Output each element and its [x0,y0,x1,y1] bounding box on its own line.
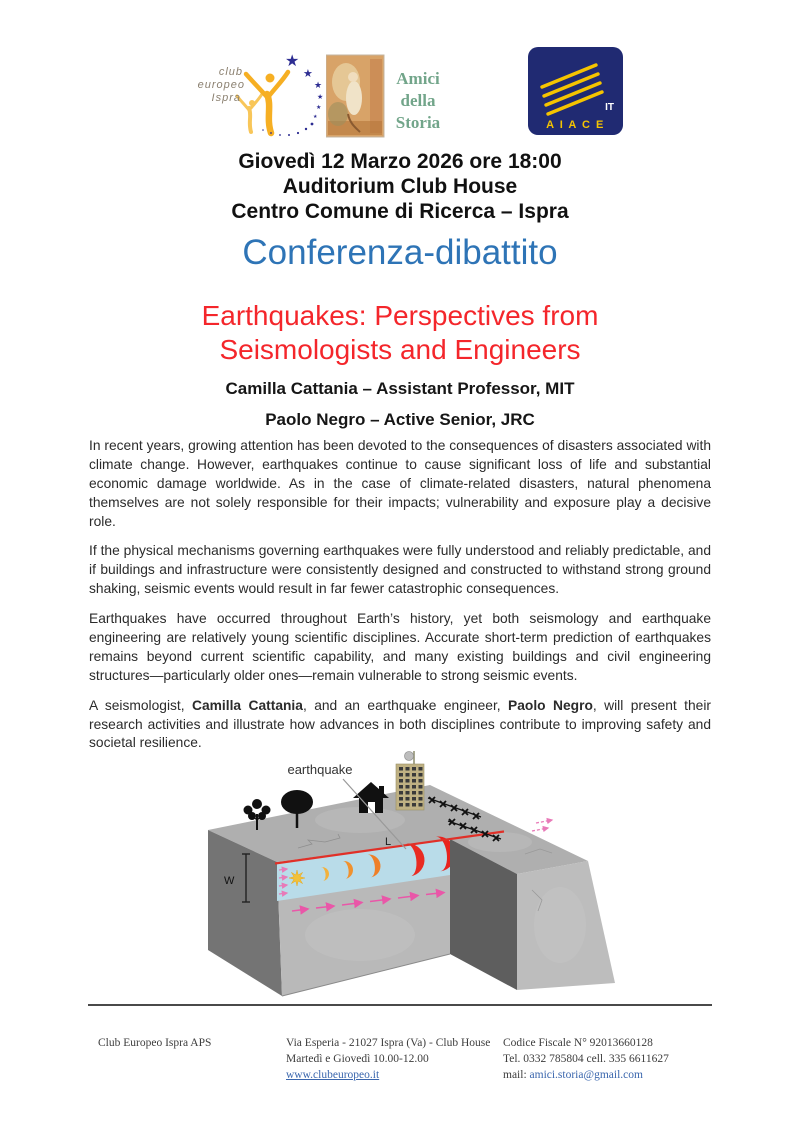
paragraph-4-text: , and an earthquake engineer, [302,697,509,713]
abstract-text [89,437,711,764]
amici-della-storia-logo-art [326,54,452,140]
club-europeo-ispra-logo-art [193,48,327,140]
svg-text:★: ★ [314,80,323,90]
svg-text:★: ★ [317,94,324,101]
aiace-logo [528,47,623,140]
event-venue: Auditorium Club House [282,175,518,198]
footer-org: Club Europeo Ispra APS [98,1037,212,1049]
building-icon [396,751,424,810]
fault-block-figure [180,750,620,1002]
europeo-word: europeo [197,79,245,91]
footer-fiscal-block [503,1035,713,1083]
footer-mail-label: mail: [503,1069,530,1081]
footer-contact-block [286,1035,511,1083]
speaker-list [0,379,800,441]
paragraph-3: Earthquakes have occurred throughout Earth’s history, yet both seismology and earthquake engineering are relatively young scientific disciplines. Accurate short-term prediction of earthquakes remains beyond current scientific capability, and many existing buildings and civil engineering structures—particularly older ones—remain vulnerable to strong seismic events. [89,611,711,683]
paragraph-4-text: , will present their research activities and illustrate how advances in both disciplines contribute to improving safety and societal resilience. [89,697,711,751]
fault-width-label: W [224,875,235,887]
talk-title [0,299,800,367]
talk-title-line2: Seismologists and Engineers [219,334,581,365]
conference-kicker: Conferenza-dibattito [242,233,558,272]
amici-della-storia-logo [326,54,452,145]
footer-address: Via Esperia - 21027 Ispra (Va) - Club House [286,1037,491,1049]
storia-word: Storia [395,113,441,132]
amici-word: Amici [396,69,440,88]
svg-text:★: ★ [316,105,322,111]
footer [88,1004,712,1105]
email-link[interactable]: amici.storia@gmail.com [529,1069,643,1081]
website-link[interactable]: www.clubeuropeo.it [286,1069,380,1081]
event-heading [0,149,800,224]
della-word: della [400,91,436,110]
fault-length-label: L [385,836,392,848]
svg-text:★: ★ [285,53,300,70]
footer-hours: Martedì e Giovedì 10.00-12.00 [286,1053,429,1065]
speaker-2: Paolo Negro – Active Senior, JRC [265,410,535,429]
amici-della-storia-wordmark [396,69,441,132]
club-europeo-ispra-wordmark [198,66,245,104]
paragraph-4-text: A seismologist, [89,697,193,713]
aiace-name-label: A I A C E [546,119,605,131]
event-datetime: Giovedì 12 Marzo 2026 ore 18:00 [238,150,562,173]
fresco-painting-icon [326,55,384,137]
earthquake-label: earthquake [287,762,353,777]
paragraph-2: If the physical mechanisms governing earthquakes were fully understood and reliably predictable, and if buildings and infrastructure were consistently designed and constructed to withstand strong ground shaking, seismic events would result in far fewer catastrophic consequences. [89,543,711,597]
aiace-country-label: IT [605,102,614,113]
svg-text:★: ★ [303,68,313,80]
ispra-word: Ispra [211,92,241,104]
svg-text:★: ★ [313,114,318,120]
plate-motion-arrows [532,820,552,831]
footer-phone: Tel. 0332 785804 cell. 335 6611627 [503,1053,669,1065]
earthquake-diagram [180,750,620,1002]
event-location: Centro Comune di Ricerca – Ispra [231,200,569,223]
footer-fiscal-code: Codice Fiscale N° 92013660128 [503,1037,653,1049]
paragraph-1: In recent years, growing attention has been devoted to the consequences of disasters associated with climate change. However, earthquakes continue to cause significant loss of life and substantial economic damage worldwide. As in the case of climate-related disasters, natural phenomena themselves are not solely responsible for their impacts; vulnerability and exposure play a decisive role. [89,438,711,529]
hypocenter-star-icon [289,870,305,886]
club-word: club [218,66,243,78]
speaker-1-name-bold: Camilla Cattania [192,697,303,713]
aiace-logo-art [528,47,623,135]
speaker-1: Camilla Cattania – Assistant Professor, MIT [225,379,575,398]
club-europeo-ispra-logo [193,48,327,145]
paragraph-4 [89,697,711,754]
talk-title-line1: Earthquakes: Perspectives from [201,300,599,331]
speaker-2-name-bold: Paolo Negro [508,697,593,713]
